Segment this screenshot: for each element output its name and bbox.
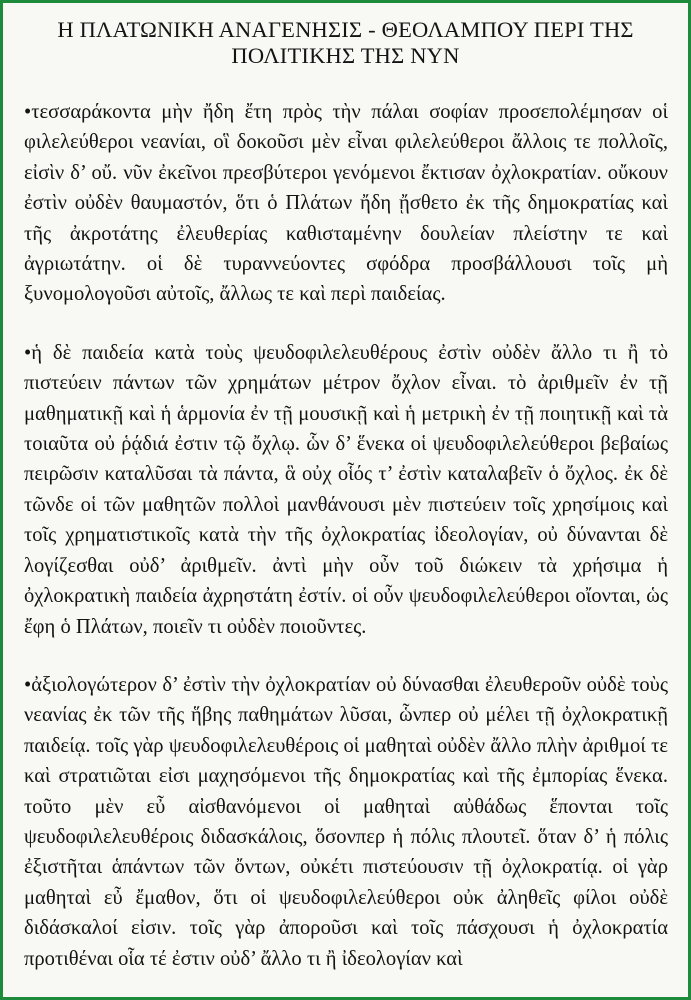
paragraph-1	[24, 97, 668, 310]
page-title	[21, 17, 670, 69]
bullet-icon: •	[24, 673, 32, 696]
paragraph-text: ἀξιολογώτερον δ’ ἐστὶν τὴν ὀχλοκρατίαν οὐ δύνασθαι ἐλευθεροῦν οὐδὲ τοὺς νεανίας ἐκ τῶν τῆς ἥβης παθημάτων λῦσαι, ὧνπερ οὐ μέλει τῇ ὀχλοκρατικῇ παιδείᾳ. τοῖς γὰρ ψευδοφιλελευθέροις οἱ μαθηταὶ οὐδὲν ἄλλο πλὴν ἀριθμοί τε καὶ στρατιῶται εἰσι μαχησόμενοι τῆς δημοκρατίας καὶ τῆς ἐμπορίας ἕνεκα. τοῦτο μὲν εὖ αἰσθανόμενοι οἱ μαθηταὶ αὐθάδως ἕπονται τοῖς ψευδοφιλελευθέροις διδασκάλοις, ὅσονπερ ἡ πόλις πλουτεῖ. ὅταν δ’ ἡ πόλις ἐξιστῆται ἁπάντων τῶν ὄντων, οὐκέτι πιστεύουσιν τῇ ὀχλοκρατίᾳ. οἱ γὰρ μαθηταὶ εὖ ἔμαθον, ὅτι οἱ ψευδοφιλελεύθεροι οὐκ ἀληθεῖς φίλοι οὐδὲ διδάσκαλοί εἰσιν. τοῖς γὰρ ἀποροῦσι καὶ τοῖς πάσχουσι ἡ ὀχλοκρατία προτιθέναι οἷα τέ ἐστιν οὐδ’ ἄλλο τι ἢ ἰδεολογίαν καὶ	[24, 673, 668, 970]
title-line-1: Η ΠΛΑΤΩΝΙΚΗ ΑΝΑΓΕΝΗΣΙΣ - ΘΕΟΛΑΜΠΟΥ ΠΕΡΙ ΤΗΣ	[57, 17, 634, 42]
paragraph-3	[24, 670, 668, 974]
title-line-2: ΠΟΛΙΤΙΚΗΣ ΤΗΣ ΝΥΝ	[231, 43, 460, 68]
paragraph-text: τεσσαράκοντα μὴν ἤδη ἔτη πρὸς τὴν πάλαι σοφίαν προσεπολέμησαν οἱ φιλελεύθεροι νεανίαι, οἳ δοκοῦσι μὲν εἶναι φιλελεύθεροι ἄλλοις τε πολλοῖς, εἰσὶν δ’ οὔ. νῦν ἐκεῖνοι πρεσβύτεροι γενόμενοι ἔκτισαν ὀχλοκρατίαν. οὔκουν ἐστὶν οὐδὲν θαυμαστόν, ὅτι ὁ Πλάτων ἤδη ᾔσθετο ἐκ τῆς δημοκρατίας καὶ τῆς ἀκροτάτης ἐλευθερίας καθισταμένην δουλείαν πλείστην τε καὶ ἀγριωτάτην. οἱ δὲ τυραννεύοντες σφόδρα προσβάλλουσι τοῖς μὴ ξυνομολογοῦσι αὐτοῖς, ἄλλως τε καὶ περὶ παιδείας.	[24, 101, 668, 306]
document-body	[24, 97, 668, 974]
paragraph-2	[24, 338, 668, 642]
bullet-icon: •	[24, 101, 32, 123]
paragraph-text: ἡ δὲ παιδεία κατὰ τοὺς ψευδοφιλελευθέρους ἐστὶν οὐδὲν ἄλλο τι ἢ τὸ πιστεύειν πάντων τῶν χρημάτων μέτρον ὄχλον εἶναι. τὸ ἀριθμεῖν ἐν τῇ μαθηματικῇ καὶ ἡ ἁρμονία ἐν τῇ μουσικῇ καὶ ἡ μετρικὴ ἐν τῇ ποιητικῇ καὶ τὰ τοιαῦτα οὐ ῥᾴδιά ἐστιν τῷ ὄχλῳ. ὧν δ’ ἕνεκα οἱ ψευδοφιλελεύθεροι βεβαίως πειρῶσιν καταλῦσαι τὰ πάντα, ἃ οὐχ οἷός τ’ ἐστὶν καταλαβεῖν ὁ ὄχλος. ἐκ δὲ τῶνδε οἱ τῶν μαθητῶν πολλοὶ μανθάνουσι μὲν πιστεύειν τοῖς χρησίμοις καὶ τοῖς χρηματιστικοῖς κατὰ τὴν τῆς ὀχλοκρατίας ἰδεολογίαν, οὐ δύνανται δὲ λογίζεσθαι οὐδ’ ἀριθμεῖν. ἀντὶ μὴν οὖν τοῦ διώκειν τὰ χρήσιμα ἡ ὀχλοκρατικὴ παιδεία ἀχρηστάτη ἐστίν. οἱ οὖν ψευδοφιλελεύθεροι οἴονται, ὡς ἔφη ὁ Πλάτων, ποιεῖν τι οὐδὲν ποιοῦντες.	[24, 341, 668, 638]
bullet-icon: •	[24, 341, 32, 364]
